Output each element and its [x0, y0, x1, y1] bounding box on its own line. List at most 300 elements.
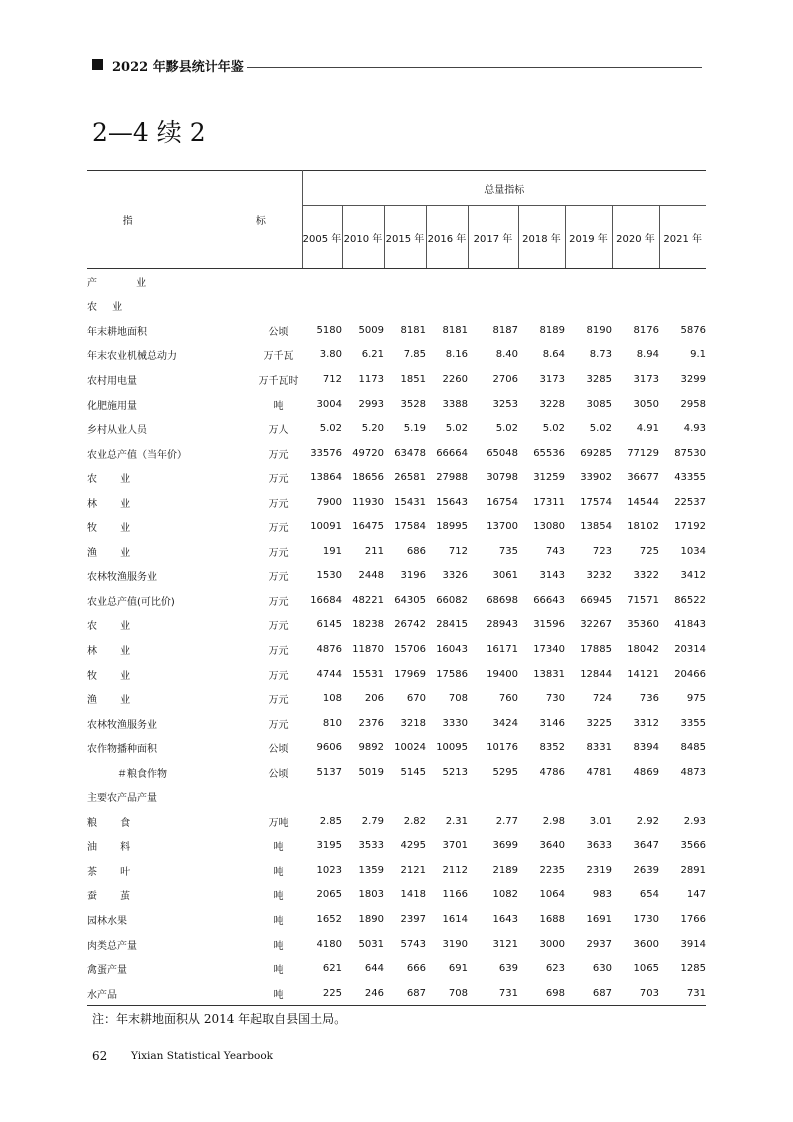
value-cell: 3528 [400, 398, 426, 410]
table-row [87, 441, 706, 466]
value-cell: 65048 [486, 447, 518, 459]
value-cell: 975 [686, 693, 706, 705]
table-row [87, 834, 706, 859]
value-cell: 3218 [400, 717, 426, 729]
value-cell: 3190 [442, 938, 468, 950]
value-cell: 686 [406, 545, 426, 557]
row-label: 园林水果 [87, 915, 127, 927]
value-cell: 623 [545, 963, 565, 975]
value-cell [518, 784, 565, 809]
value-cell: 2706 [492, 373, 518, 385]
row-unit: 万千瓦 [263, 351, 294, 363]
row-label: 产 业 [87, 277, 165, 289]
value-cell: 8187 [492, 324, 518, 336]
value-cell: 68698 [486, 594, 518, 606]
row-label: 农林牧渔服务业 [87, 572, 157, 584]
value-cell: 26742 [394, 619, 426, 631]
value-cell [302, 784, 342, 809]
row-label: 农 业 [87, 302, 129, 314]
value-cell: 3701 [442, 840, 468, 852]
value-cell: 20314 [674, 643, 706, 655]
value-cell: 17574 [580, 496, 612, 508]
value-cell: 13864 [310, 472, 342, 484]
row-unit [255, 294, 302, 319]
value-cell: 3085 [586, 398, 612, 410]
value-cell: 3326 [442, 570, 468, 582]
row-unit: 万元 [268, 523, 289, 535]
value-cell: 983 [592, 889, 612, 901]
value-cell: 2993 [358, 398, 384, 410]
row-label: 年末耕地面积 [87, 326, 147, 338]
value-cell: 71571 [627, 594, 659, 606]
value-cell: 4295 [400, 840, 426, 852]
value-cell: 3330 [442, 717, 468, 729]
value-cell: 725 [639, 545, 659, 557]
value-cell [426, 784, 468, 809]
value-cell: 5.20 [361, 423, 384, 435]
value-cell: 810 [322, 717, 342, 729]
value-cell: 3173 [539, 373, 565, 385]
row-label: 农业总产值（当年价） [87, 449, 187, 461]
value-cell: 687 [565, 981, 612, 1006]
value-cell: 41843 [674, 619, 706, 631]
value-cell: 1023 [316, 864, 342, 876]
value-cell: 708 [448, 693, 468, 705]
value-cell: 1652 [316, 913, 342, 925]
row-unit: 万元 [268, 670, 289, 682]
statistics-table [87, 170, 706, 1006]
value-cell: 8176 [633, 324, 659, 336]
value-cell: 4.93 [683, 423, 706, 435]
footnote: 注：年末耕地面积从 2014 年起取自县国土局。 [92, 1012, 347, 1026]
value-cell: 630 [592, 963, 612, 975]
value-cell: 4876 [316, 643, 342, 655]
value-cell: 3424 [492, 717, 518, 729]
table-row [87, 956, 706, 981]
value-cell: 2937 [586, 938, 612, 950]
value-cell: 5743 [400, 938, 426, 950]
table-row [87, 907, 706, 932]
value-cell: 743 [545, 545, 565, 557]
value-cell: 8394 [633, 742, 659, 754]
value-cell: 2.82 [403, 815, 426, 827]
value-cell: 18042 [627, 643, 659, 655]
value-cell: 1359 [358, 864, 384, 876]
value-cell: 712 [322, 373, 342, 385]
table-row [87, 564, 706, 589]
table-row [87, 367, 706, 392]
value-cell: 5009 [358, 324, 384, 336]
value-cell: 666 [406, 963, 426, 975]
value-cell: 1851 [400, 373, 426, 385]
value-cell: 28415 [436, 619, 468, 631]
table-row [87, 514, 706, 539]
value-cell: 3121 [492, 938, 518, 950]
row-unit: 万元 [268, 498, 289, 510]
value-cell: 2319 [586, 864, 612, 876]
value-cell: 48221 [352, 594, 384, 606]
value-cell [468, 784, 518, 809]
value-cell: 5137 [316, 766, 342, 778]
year-header: 2018 年 [518, 206, 565, 269]
value-cell: 22537 [674, 496, 706, 508]
value-cell [384, 269, 426, 294]
row-label: 农 业 [87, 474, 141, 486]
row-unit: 万元 [268, 449, 289, 461]
value-cell: 211 [364, 545, 384, 557]
value-cell: 65536 [533, 447, 565, 459]
row-label: 水产品 [87, 981, 255, 1006]
value-cell: 16684 [310, 594, 342, 606]
value-cell: 8331 [586, 742, 612, 754]
value-cell: 8181 [400, 324, 426, 336]
value-cell: 63478 [394, 447, 426, 459]
value-cell: 2.85 [319, 815, 342, 827]
value-cell: 691 [448, 963, 468, 975]
footer-book-title: Yixian Statistical Yearbook [131, 1050, 274, 1062]
value-cell: 66945 [580, 594, 612, 606]
year-header: 2005 年 [302, 206, 342, 269]
row-label: 农 业 [87, 621, 141, 633]
value-cell: 2065 [316, 889, 342, 901]
value-cell: 86522 [674, 594, 706, 606]
value-cell: 4869 [633, 766, 659, 778]
row-unit: 吨 [273, 891, 284, 903]
value-cell: 108 [322, 693, 342, 705]
value-cell [384, 294, 426, 319]
value-cell [468, 294, 518, 319]
value-cell: 3253 [492, 398, 518, 410]
value-cell: 3196 [400, 570, 426, 582]
value-cell: 77129 [627, 447, 659, 459]
value-cell: 1418 [400, 889, 426, 901]
value-cell [426, 269, 468, 294]
table-row [87, 711, 706, 736]
year-header: 2015 年 [384, 206, 426, 269]
value-cell: 17311 [533, 496, 565, 508]
table-row [87, 294, 706, 319]
value-cell: 30798 [486, 472, 518, 484]
row-label: 肉类总产量 [87, 940, 137, 952]
value-cell [659, 784, 706, 809]
value-cell: 1530 [316, 570, 342, 582]
row-label: 农作物播种面积 [87, 744, 157, 756]
value-cell: 3004 [316, 398, 342, 410]
value-cell: 27988 [436, 472, 468, 484]
value-cell: 1803 [358, 889, 384, 901]
value-cell: 3050 [633, 398, 659, 410]
header-rule [247, 67, 702, 68]
value-cell: 8485 [680, 742, 706, 754]
value-cell: 5.02 [445, 423, 468, 435]
value-cell: 20466 [674, 668, 706, 680]
value-cell [518, 269, 565, 294]
value-cell: 1643 [492, 913, 518, 925]
value-cell: 11930 [352, 496, 384, 508]
value-cell: 1082 [492, 889, 518, 901]
value-cell: 1766 [680, 913, 706, 925]
value-cell: 15643 [436, 496, 468, 508]
value-cell: 66082 [436, 594, 468, 606]
value-cell: 6145 [316, 619, 342, 631]
value-cell: 2.92 [636, 815, 659, 827]
value-cell: 3322 [633, 570, 659, 582]
table-row [87, 613, 706, 638]
value-cell: 3312 [633, 717, 659, 729]
value-cell: 2.31 [445, 815, 468, 827]
value-cell: 3600 [633, 938, 659, 950]
square-bullet-icon [92, 59, 103, 70]
row-label: 化肥施用量 [87, 400, 137, 412]
value-cell [384, 784, 426, 809]
value-cell: 18102 [627, 521, 659, 533]
value-cell: 35360 [627, 619, 659, 631]
value-cell: 16475 [352, 521, 384, 533]
row-unit: 万人 [268, 425, 289, 437]
value-cell: 670 [406, 693, 426, 705]
value-cell: 13700 [486, 521, 518, 533]
value-cell: 17969 [394, 668, 426, 680]
value-cell [565, 269, 612, 294]
value-cell [659, 294, 706, 319]
value-cell [302, 269, 342, 294]
year-header: 2019 年 [565, 206, 612, 269]
table-row [87, 662, 706, 687]
value-cell: 66664 [436, 447, 468, 459]
value-cell: 5.19 [403, 423, 426, 435]
value-cell: 10095 [436, 742, 468, 754]
value-cell: 5145 [400, 766, 426, 778]
value-cell: 5180 [316, 324, 342, 336]
value-cell: 31259 [533, 472, 565, 484]
value-cell: 3.80 [319, 349, 342, 361]
indicator-header: 指 标 [87, 171, 302, 269]
value-cell [426, 294, 468, 319]
row-unit: 万元 [268, 719, 289, 731]
value-cell: 2189 [492, 864, 518, 876]
row-unit: 万元 [268, 572, 289, 584]
value-cell: 49720 [352, 447, 384, 459]
value-cell: 3533 [358, 840, 384, 852]
value-cell: 11870 [352, 643, 384, 655]
value-cell: 1166 [442, 889, 468, 901]
row-unit: 吨 [255, 981, 302, 1006]
value-cell [612, 294, 659, 319]
value-cell: 225 [302, 981, 342, 1006]
value-cell: 13831 [533, 668, 565, 680]
row-unit: 吨 [273, 940, 284, 952]
group-header: 总量指标 [302, 171, 706, 206]
value-cell: 1890 [358, 913, 384, 925]
value-cell: 712 [448, 545, 468, 557]
row-unit: 万元 [268, 547, 289, 559]
table-row [87, 318, 706, 343]
value-cell: 654 [639, 889, 659, 901]
table-row [87, 981, 706, 1006]
row-unit: 吨 [273, 866, 284, 878]
value-cell: 8.16 [445, 349, 468, 361]
row-unit: 吨 [273, 965, 284, 977]
value-cell: 698 [518, 981, 565, 1006]
table-row [87, 539, 706, 564]
value-cell: 3.01 [589, 815, 612, 827]
value-cell: 4180 [316, 938, 342, 950]
row-unit: 万元 [268, 474, 289, 486]
table-row [87, 416, 706, 441]
value-cell: 87530 [674, 447, 706, 459]
value-cell: 2.93 [683, 815, 706, 827]
value-cell: 3355 [680, 717, 706, 729]
value-cell [342, 784, 384, 809]
running-header-title: 2022 年黟县统计年鉴 [112, 60, 244, 75]
table-row [87, 735, 706, 760]
value-cell: 19400 [486, 668, 518, 680]
row-unit [255, 784, 302, 809]
year-header: 2021 年 [659, 206, 706, 269]
value-cell: 16754 [486, 496, 518, 508]
value-cell: 13854 [580, 521, 612, 533]
table-row [87, 392, 706, 417]
row-unit: 万元 [268, 596, 289, 608]
value-cell [342, 294, 384, 319]
value-cell: 3146 [539, 717, 565, 729]
value-cell: 731 [659, 981, 706, 1006]
value-cell: 17584 [394, 521, 426, 533]
value-cell [565, 784, 612, 809]
row-unit: 公顷 [268, 768, 289, 780]
row-label: ＃粮食作物 [117, 768, 167, 780]
value-cell: 64305 [394, 594, 426, 606]
value-cell: 5.02 [319, 423, 342, 435]
value-cell: 7.85 [403, 349, 426, 361]
value-cell: 15531 [352, 668, 384, 680]
value-cell [302, 294, 342, 319]
value-cell: 5295 [492, 766, 518, 778]
row-unit: 万千瓦时 [258, 375, 299, 387]
value-cell: 13080 [533, 521, 565, 533]
value-cell: 4.91 [636, 423, 659, 435]
table-row [87, 883, 706, 908]
value-cell: 1730 [633, 913, 659, 925]
value-cell: 1065 [633, 963, 659, 975]
value-cell: 4744 [316, 668, 342, 680]
value-cell: 8.40 [495, 349, 518, 361]
value-cell: 2.79 [361, 815, 384, 827]
row-label: 粮 食 [87, 817, 141, 829]
value-cell: 735 [498, 545, 518, 557]
table-row [87, 784, 706, 809]
value-cell: 43355 [674, 472, 706, 484]
table-row [87, 637, 706, 662]
value-cell: 1285 [680, 963, 706, 975]
row-label: 油 料 [87, 842, 141, 854]
value-cell: 2958 [680, 398, 706, 410]
row-label: 农村用电量 [87, 375, 137, 387]
row-label: 林 业 [87, 498, 141, 510]
row-label: 茶 叶 [87, 866, 141, 878]
row-label: 蚕 茧 [87, 891, 141, 903]
row-label: 主要农产品产量 [87, 793, 157, 805]
value-cell: 69285 [580, 447, 612, 459]
row-label: 农林牧渔服务业 [87, 719, 157, 731]
value-cell: 5876 [680, 324, 706, 336]
table-row [87, 858, 706, 883]
row-unit: 公顷 [268, 326, 289, 338]
value-cell: 2448 [358, 570, 384, 582]
value-cell: 2376 [358, 717, 384, 729]
value-cell: 15706 [394, 643, 426, 655]
value-cell: 10176 [486, 742, 518, 754]
value-cell: 2112 [442, 864, 468, 876]
value-cell: 10024 [394, 742, 426, 754]
row-unit: 公顷 [268, 744, 289, 756]
value-cell: 5.02 [495, 423, 518, 435]
value-cell: 3232 [586, 570, 612, 582]
year-header: 2016 年 [426, 206, 468, 269]
value-cell: 8181 [442, 324, 468, 336]
value-cell: 5031 [358, 938, 384, 950]
value-cell: 31596 [533, 619, 565, 631]
table-row [87, 809, 706, 834]
value-cell: 66643 [533, 594, 565, 606]
value-cell: 9.1 [690, 349, 706, 361]
value-cell: 3173 [633, 373, 659, 385]
table-row [87, 760, 706, 785]
row-label: 牧 业 [87, 670, 141, 682]
value-cell: 736 [639, 693, 659, 705]
value-cell: 3388 [442, 398, 468, 410]
value-cell: 33576 [310, 447, 342, 459]
value-cell: 621 [322, 963, 342, 975]
value-cell: 1034 [680, 545, 706, 557]
row-unit: 万元 [268, 645, 289, 657]
value-cell: 3299 [680, 373, 706, 385]
value-cell [612, 269, 659, 294]
value-cell: 2.98 [542, 815, 565, 827]
page-number: 62 [92, 1049, 108, 1063]
value-cell: 16171 [486, 643, 518, 655]
value-cell: 3285 [586, 373, 612, 385]
value-cell: 18656 [352, 472, 384, 484]
value-cell: 3566 [680, 840, 706, 852]
table-row [87, 343, 706, 368]
value-cell [342, 269, 384, 294]
table-row [87, 686, 706, 711]
value-cell: 7900 [316, 496, 342, 508]
running-header [92, 56, 702, 76]
value-cell: 36677 [627, 472, 659, 484]
value-cell: 4781 [586, 766, 612, 778]
value-cell: 17192 [674, 521, 706, 533]
row-label: 渔 业 [87, 695, 141, 707]
value-cell: 1614 [442, 913, 468, 925]
value-cell: 4873 [680, 766, 706, 778]
value-cell: 32267 [580, 619, 612, 631]
value-cell: 5.02 [589, 423, 612, 435]
value-cell: 3061 [492, 570, 518, 582]
value-cell: 730 [545, 693, 565, 705]
row-label: 牧 业 [87, 523, 141, 535]
value-cell: 10091 [310, 521, 342, 533]
row-unit: 吨 [273, 400, 284, 412]
value-cell: 687 [384, 981, 426, 1006]
row-label: 年末农业机械总动力 [87, 351, 177, 363]
year-header: 2010 年 [342, 206, 384, 269]
value-cell: 3633 [586, 840, 612, 852]
value-cell: 3195 [316, 840, 342, 852]
value-cell: 4786 [539, 766, 565, 778]
value-cell: 8.94 [636, 349, 659, 361]
